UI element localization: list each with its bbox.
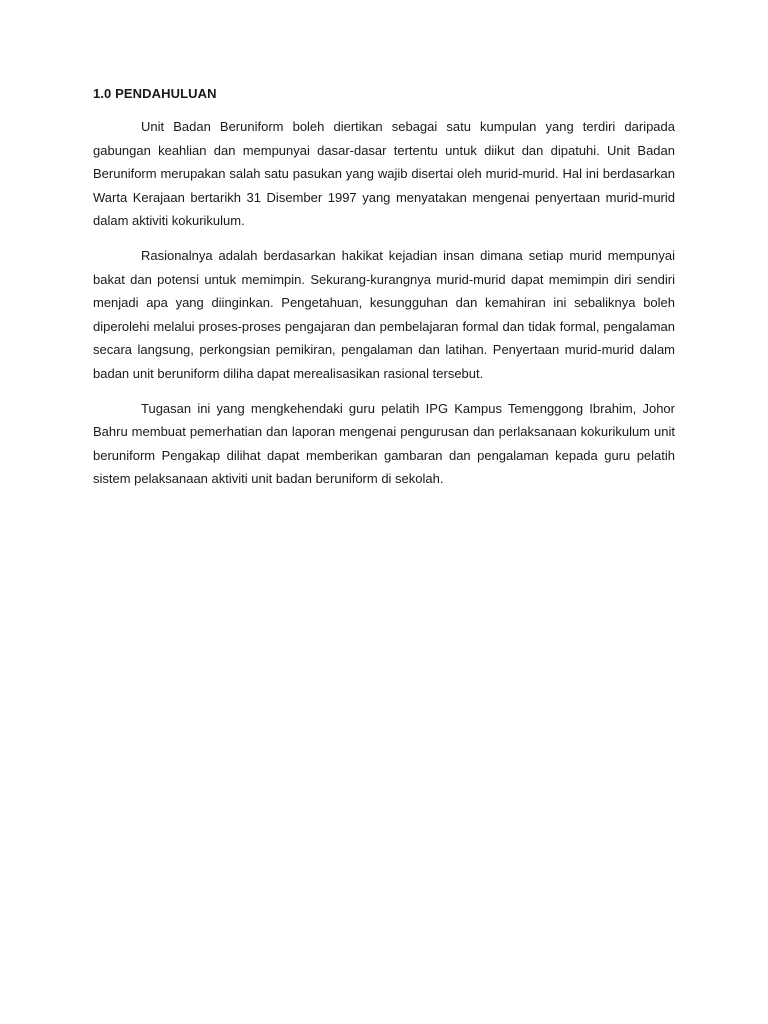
paragraph-2: Rasionalnya adalah berdasarkan hakikat kejadian insan dimana setiap murid mempunyai bakat dan potensi untuk memimpin. Sekurang-kurangnya murid-murid dapat memimpin diri sendiri menjadi apa yang diinginkan. Pengetahuan, kesungguhan dan kemahiran ini sebaliknya boleh diperolehi melalui proses-proses pengajaran dan pembelajaran formal dan tidak formal, pengalaman secara langsung, perkongsian pemikiran, pengalaman dan latihan. Penyertaan murid-murid dalam badan unit beruniform diliha dapat merealisasikan rasional tersebut. — [93, 247, 675, 381]
document-page — [93, 85, 675, 502]
paragraph-1: Unit Badan Beruniform boleh diertikan sebagai satu kumpulan yang terdiri daripada gabungan keahlian dan mempunyai dasar-dasar tertentu untuk diikut dan dipatuhi. Unit Badan Beruniform merupakan salah satu pasukan yang wajib disertai oleh murid-murid. Hal ini berdasarkan Warta Kerajaan bertarikh 31 Disember 1997 yang menyatakan mengenai penyertaan murid-murid dalam aktiviti kokurikulum. — [93, 119, 675, 229]
section-heading: 1.0 PENDAHULUAN — [93, 86, 217, 101]
paragraph-3: Tugasan ini yang mengkehendaki guru pelatih IPG Kampus Temenggong Ibrahim, Johor Bahru membuat pemerhatian dan laporan mengenai pengurusan dan perlaksanaan kokurikulum unit beruniform Pengakap dilihat dapat memberikan gambaran dan pengalaman kepada guru pelatih sistem pelaksanaan aktiviti unit badan beruniform di sekolah. — [93, 400, 675, 487]
